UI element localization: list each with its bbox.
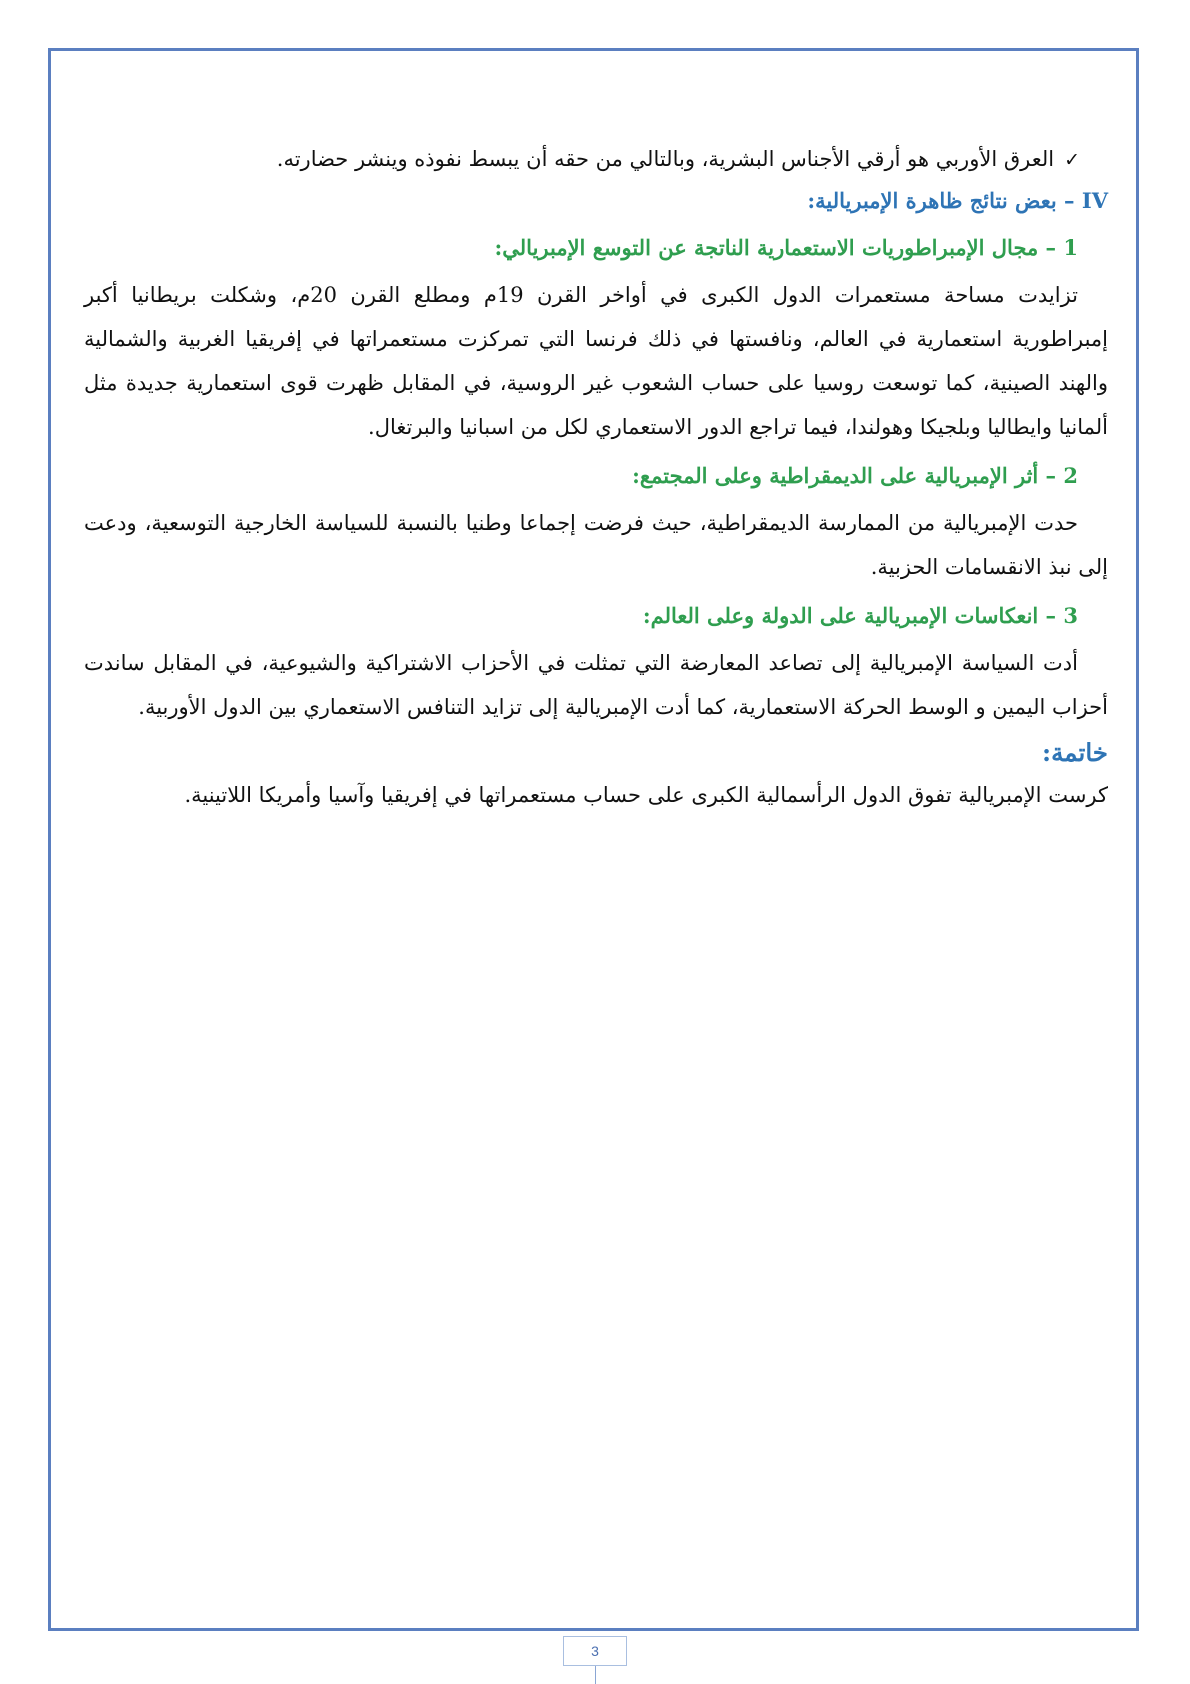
- section-heading-iv: IV – بعض نتائج ظاهرة الإمبريالية:: [807, 188, 1108, 213]
- conclusion-paragraph: كرست الإمبريالية تفوق الدول الرأسمالية الكبرى على حساب مستعمراتها في إفريقيا وآسيا وأمريكا اللاتينية.: [184, 783, 1108, 807]
- paragraph-empires: تزايدت مساحة مستعمرات الدول الكبرى في أواخر القرن 19م ومطلع القرن 20م، وشكلت بريطانيا أكبر إمبراطورية استعمارية في العالم، ونافستها في ذلك فرنسا التي تمركزت مستعمراتها في إفريقيا الغربية والشمالية والهند الصينية، كما توسعت روسيا على حساب الشعوب غير الروسية، في المقابل ظهرت قوى استعمارية جديدة مثل ألمانيا وايطاليا وبلجيكا وهولندا، فيما تراجع الدور الاستعماري لكل من اسبانيا والبرتغال.: [84, 283, 1108, 439]
- page-number: 3: [563, 1636, 627, 1666]
- paragraph-democracy: حدت الإمبريالية من الممارسة الديمقراطية، حيث فرضت إجماعا وطنيا بالنسبة للسياسة الخارجية التوسعية، ودعت إلى نبذ الانقسامات الحزبية.: [84, 511, 1108, 579]
- page-number-divider: [595, 1666, 596, 1684]
- check-icon: ✓: [1064, 149, 1080, 171]
- subheading-democracy: 2 – أثر الإمبريالية على الديمقراطية وعلى المجتمع:: [632, 463, 1078, 488]
- subheading-repercussions: 3 – انعكاسات الإمبريالية على الدولة وعلى العالم:: [642, 603, 1078, 628]
- bullet-text: العرق الأوربي هو أرقي الأجناس البشرية، وبالتالي من حقه أن يبسط نفوذه وينشر حضارته.: [276, 147, 1055, 171]
- document-body: [84, 140, 1108, 817]
- subheading-empires: 1 – مجال الإمبراطوريات الاستعمارية الناتجة عن التوسع الإمبريالي:: [494, 235, 1078, 260]
- paragraph-repercussions: أدت السياسة الإمبريالية إلى تصاعد المعارضة التي تمثلت في الأحزاب الاشتراكية والشيوعية، في المقابل ساندت أحزاب اليمين و الوسط الحركة الاستعمارية، كما أدت الإمبريالية إلى تزايد التنافس الاستعماري بين الدول الأوربية.: [84, 651, 1108, 719]
- conclusion-heading: خاتمة:: [1042, 738, 1108, 767]
- bullet-item: [84, 140, 1108, 179]
